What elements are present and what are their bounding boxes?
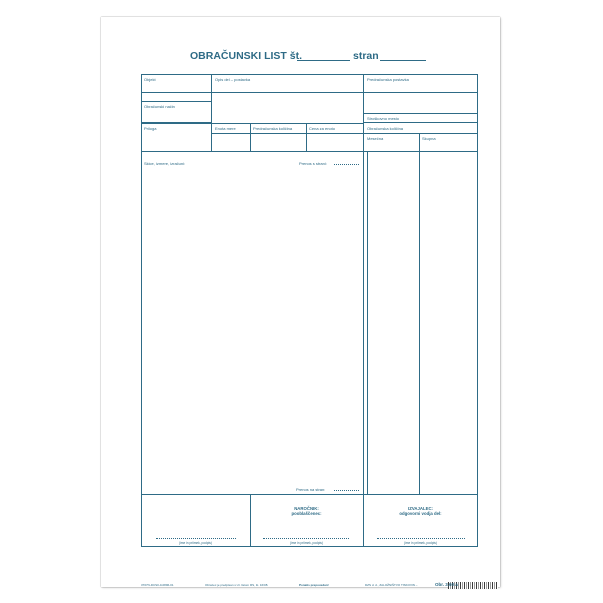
label-predracunska-postavka: Predračunska postavka <box>367 77 409 82</box>
header-top-band-line <box>141 92 478 93</box>
label-obracunska-kolicina: Obračunska količina <box>367 126 404 131</box>
label-izvajalec: IZVAJALEC: <box>408 506 433 511</box>
izvajalec-hint: (ime in priimek, podpis) <box>404 541 437 545</box>
form-title <box>190 50 302 62</box>
kolicina-divider <box>306 123 307 151</box>
priloga-row-line <box>141 123 363 124</box>
izvajalec-signature-line[interactable] <box>377 538 465 539</box>
label-prenos-s-strani: Prenos s strani: <box>299 161 327 166</box>
pages-number-line[interactable] <box>380 60 426 61</box>
pages-label: stran <box>353 50 379 62</box>
form-frame <box>141 74 478 547</box>
sestavil-signature-line[interactable] <box>156 538 236 539</box>
prenos-s-strani-field[interactable] <box>334 164 359 165</box>
obracunska-row-line <box>363 133 478 134</box>
enota-divider <box>250 123 251 151</box>
body-mid-col-line <box>367 151 368 494</box>
label-narocnik: NAROČNIK: <box>294 506 319 511</box>
label-skice: Skice, izmere, izračuni: <box>144 161 186 166</box>
label-skupna: Skupna <box>422 136 436 141</box>
label-izvajalec-vodja: odgovorni vodja del: <box>399 511 442 516</box>
signature-top-line <box>141 494 478 495</box>
footer-note: Obrazec je predpisan s Ur. listom RS, št. 16/08. <box>205 583 269 587</box>
body-right-col-line <box>419 151 420 494</box>
narocnik-hint: (ime in priimek, podpis) <box>290 541 323 545</box>
prenos-na-stran-field[interactable] <box>334 490 359 491</box>
footer-form-number: Obr. 3,60 a <box>435 582 458 587</box>
postavka-divider <box>363 113 478 114</box>
form-sheet <box>101 17 500 587</box>
footer-reprint: Ponatis prepovedan! <box>299 583 329 587</box>
label-obracunski-nacin: Obračunski način <box>144 104 175 109</box>
label-narocnik-pooblascenec: pooblaščenec: <box>291 511 322 516</box>
objekt-divider <box>141 101 211 102</box>
label-prenos-na-stran: Prenos na stran: <box>296 487 326 492</box>
sestavil-hint: (ime in priimek, podpis) <box>179 541 212 545</box>
body-left-col-line <box>363 151 364 494</box>
signature-divider-2 <box>363 494 364 547</box>
label-mesecna: Mesečna <box>367 136 384 141</box>
sheet-number-line[interactable] <box>297 60 350 61</box>
label-opis-del: Opis del – postavka <box>215 77 251 82</box>
signature-divider-1 <box>250 494 251 547</box>
label-objekt: Objekt <box>144 77 156 82</box>
footer-code: 3707N-DCS0-0-0896-01 <box>141 583 174 587</box>
mesecna-skupna-divider <box>419 133 420 151</box>
label-stroskovno-mesto: Stroškovno mesto <box>367 116 400 121</box>
col-divider-1 <box>211 74 212 151</box>
cena-row-line <box>212 133 363 134</box>
label-enota-mere: Enota mere <box>215 126 236 131</box>
header-bottom-line <box>141 151 478 152</box>
label-predracunska-kolicina: Predračunska količina <box>253 126 293 131</box>
title-main: OBRAČUNSKI LIST št. <box>190 50 303 62</box>
mesto-divider <box>363 122 478 123</box>
narocnik-signature-line[interactable] <box>263 538 349 539</box>
footer-publisher: DZS d. d., ZALOŽNIŠTVO TISKOVIN – <box>365 583 418 587</box>
label-cena-za-enoto: Cena za enoto <box>309 126 336 131</box>
label-priloga: Priloga <box>144 126 157 131</box>
